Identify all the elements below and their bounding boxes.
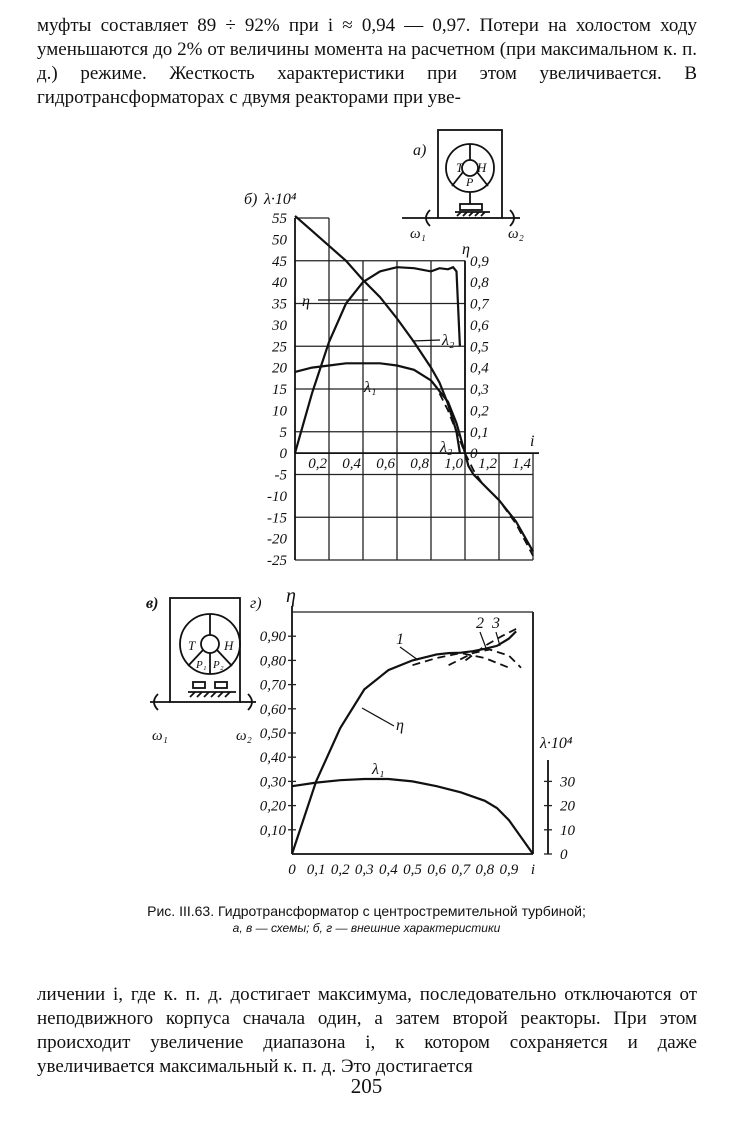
chart-b-ytick-left: 40 [272, 275, 287, 292]
chart-g-series-4 [292, 779, 533, 854]
chart-b-panel-label: б) [244, 191, 258, 208]
figure-caption [60, 902, 673, 936]
chart-b-ytick-left: 5 [279, 424, 287, 441]
figure [0, 120, 733, 890]
chart-b-ytick-right: 0,6 [470, 317, 489, 334]
chart-g-ytick-right: 10 [560, 822, 575, 839]
chart-g-xtick: 0,9 [499, 862, 519, 878]
chart-g-ytick-left: 0,90 [259, 629, 286, 646]
scheme-v-reactor1-label: Р₁ [196, 659, 207, 671]
chart-b-ytick-left: 10 [272, 403, 287, 420]
chart-g-series [292, 629, 533, 854]
scheme-v-reactor2-label: Р₂ [213, 659, 224, 671]
chart-b-xtick: 1,4 [512, 456, 531, 473]
chart-g-xtick: 0,2 [330, 862, 350, 878]
chart-g-ytick-left: 0,20 [259, 798, 286, 815]
chart-b-xtick: 1,2 [478, 456, 497, 473]
chart-b-annotation-lambda2: λ₂ [442, 332, 455, 349]
chart-g-y-right-label: λ·10⁴ [540, 735, 573, 752]
chart-b-ytick-right: 0,5 [470, 339, 489, 356]
scheme-v-label: в) [146, 595, 159, 612]
chart-b-ytick-left: 15 [272, 382, 287, 398]
scheme-a [402, 130, 524, 242]
chart-b-ytick-right: 0,4 [470, 360, 489, 377]
chart-b-series [295, 216, 533, 556]
chart-b-xtick: 0,6 [376, 456, 395, 473]
chart-g-ytick-left: 0,70 [259, 677, 286, 694]
chart-g-xtick: 0,8 [475, 862, 495, 878]
chart-g-ytick-left: 0,10 [259, 822, 286, 839]
paragraph-top: муфты составляет 89 ÷ 92% при i ≈ 0,94 — 0,97. Потери на холостом ходу уменьшаются до 2% от величины момента на расчетном (при максимальном к. п. д.) режиме. Жесткость характеристики при этом увеличивается. В гидротрансформаторах с двумя реакторами при уве- [37, 15, 697, 108]
paragraph-bottom: личении i, где к. п. д. достигает максимума, последовательно отключаются от неподвижного корпуса сначала один, а затем второй реакторы. При этом происходит увеличение диапазона i, к котором сохраняется и даже увеличивается максимальный к. п. д. Это достигается [37, 984, 697, 1077]
chart-g-y-left-label: η [286, 585, 296, 607]
chart-b-ytick-left: 25 [272, 339, 287, 356]
scheme-v-pump-label: Н [224, 638, 234, 653]
chart-b-y-right-label: η [462, 241, 470, 258]
chart-b-ytick-left: -20 [267, 531, 287, 548]
scheme-v-hub [201, 635, 219, 653]
chart-g-annotation-eta: η [396, 717, 404, 734]
chart-b-ytick-left: 50 [272, 232, 287, 249]
chart-b-y-left-label: λ·10⁴ [264, 191, 297, 208]
chart-b-ytick-right: 0,2 [470, 403, 489, 420]
chart-g-series-0 [292, 631, 516, 854]
chart-b-xtick: 0,8 [410, 456, 429, 473]
scheme-a-omega2: ω₂ [508, 226, 524, 242]
chart-b-leader-lambda2 [412, 340, 440, 341]
chart-b-ytick-right: 0,3 [470, 382, 489, 398]
scheme-v-omega1: ω₁ [152, 728, 168, 744]
chart-g-xtick: 0,1 [306, 862, 326, 878]
chart-b-annotation-lambda2-zero: λ₂ [440, 439, 453, 456]
chart-b-ytick-left: 0 [279, 446, 287, 463]
chart-g-xtick: 0,3 [354, 862, 374, 878]
chart-b-ytick-left: 20 [272, 360, 287, 377]
scheme-a-turbine-label: Т [456, 160, 464, 175]
scheme-a-reactor-label: Р [466, 175, 474, 189]
chart-g-annotation-2: 2 [476, 615, 484, 632]
scheme-a-omega1: ω₁ [410, 226, 426, 242]
chart-g-annotation-lambda1: λ₁ [372, 761, 385, 778]
page-number: 205 [350, 1074, 383, 1098]
chart-b-ticks [267, 211, 535, 569]
chart-g-xtick: 0,6 [427, 862, 446, 878]
chart-g-xtick: 0,4 [379, 862, 398, 878]
chart-g-leader-3 [496, 632, 500, 646]
chart-b [244, 191, 539, 569]
chart-b-ytick-right: 0,7 [470, 296, 489, 313]
scheme-v-brake-1 [193, 682, 205, 688]
chart-g-leader-eta [362, 708, 394, 726]
chart-b-ytick-left: 55 [272, 211, 287, 227]
chart-g-ytick-left: 0,50 [259, 726, 286, 742]
chart-g-annotation-3: 3 [492, 615, 500, 632]
scheme-v-turbine-label: Т [188, 638, 196, 653]
chart-g-ytick-right: 0 [560, 847, 568, 863]
chart-g-leader-2 [480, 632, 486, 648]
chart-b-ytick-left: 45 [272, 253, 287, 270]
chart-b-xtick: 0,4 [342, 456, 361, 473]
chart-b-ytick-left: -10 [267, 488, 287, 505]
chart-g-grid [288, 606, 552, 854]
chart-b-x-label: i [530, 433, 535, 450]
chart-g-series-1 [413, 653, 509, 668]
chart-b-ytick-right: 0,8 [470, 275, 489, 292]
scheme-v [146, 595, 256, 744]
chart-g-ytick-left: 0,80 [259, 653, 286, 670]
chart-g-xtick: i [530, 862, 536, 878]
chart-g-xtick: 0,5 [403, 862, 422, 878]
chart-g-annotation-1: 1 [396, 631, 404, 648]
chart-g-ticks [260, 629, 576, 878]
chart-g-leader-1 [400, 647, 418, 660]
chart-b-xtick: 1,0 [444, 456, 463, 473]
chart-b-ytick-left: -25 [267, 553, 287, 569]
caption-line-1: Рис. III.63. Гидротрансформатор с центростремительной турбиной; [147, 903, 586, 919]
chart-b-series-2 [295, 216, 460, 453]
chart-g-ytick-right: 20 [560, 798, 575, 815]
chart-b-ytick-right: 0,1 [470, 424, 489, 441]
chart-g-ytick-left: 0,40 [259, 750, 286, 767]
chart-g-panel-label: г) [250, 595, 262, 612]
chart-g-ytick-left: 0,30 [259, 774, 286, 791]
chart-b-ytick-left: 35 [272, 296, 287, 313]
caption-line-2: а, в — схемы; б, г — внешние характеристики [232, 921, 501, 935]
chart-b-ytick-left: 30 [272, 317, 287, 334]
scheme-a-label: а) [413, 142, 427, 159]
scheme-v-omega2: ω₂ [236, 728, 252, 744]
chart-b-xtick: 0,2 [308, 456, 327, 473]
chart-g-ytick-right: 30 [560, 774, 575, 791]
chart-b-annotation-eta: η [302, 293, 310, 310]
scheme-a-hub [462, 160, 478, 176]
scheme-v-brake-2 [215, 682, 227, 688]
chart-g [250, 585, 576, 878]
chart-b-ytick-right: 0,9 [470, 253, 489, 270]
chart-g-xtick: 0,7 [451, 862, 471, 878]
chart-g-xtick: 0 [288, 862, 296, 878]
chart-b-ytick-left: -15 [267, 510, 287, 527]
scheme-a-brake [460, 204, 482, 210]
chart-b-annotation-lambda1: λ₁ [364, 379, 377, 396]
chart-b-ytick-left: -5 [274, 467, 287, 484]
chart-g-series-3 [466, 629, 517, 661]
chart-g-ytick-left: 0,60 [259, 701, 286, 718]
chart-b-ytick-right: 0 [470, 446, 478, 463]
scheme-a-pump-label: Н [477, 160, 487, 175]
